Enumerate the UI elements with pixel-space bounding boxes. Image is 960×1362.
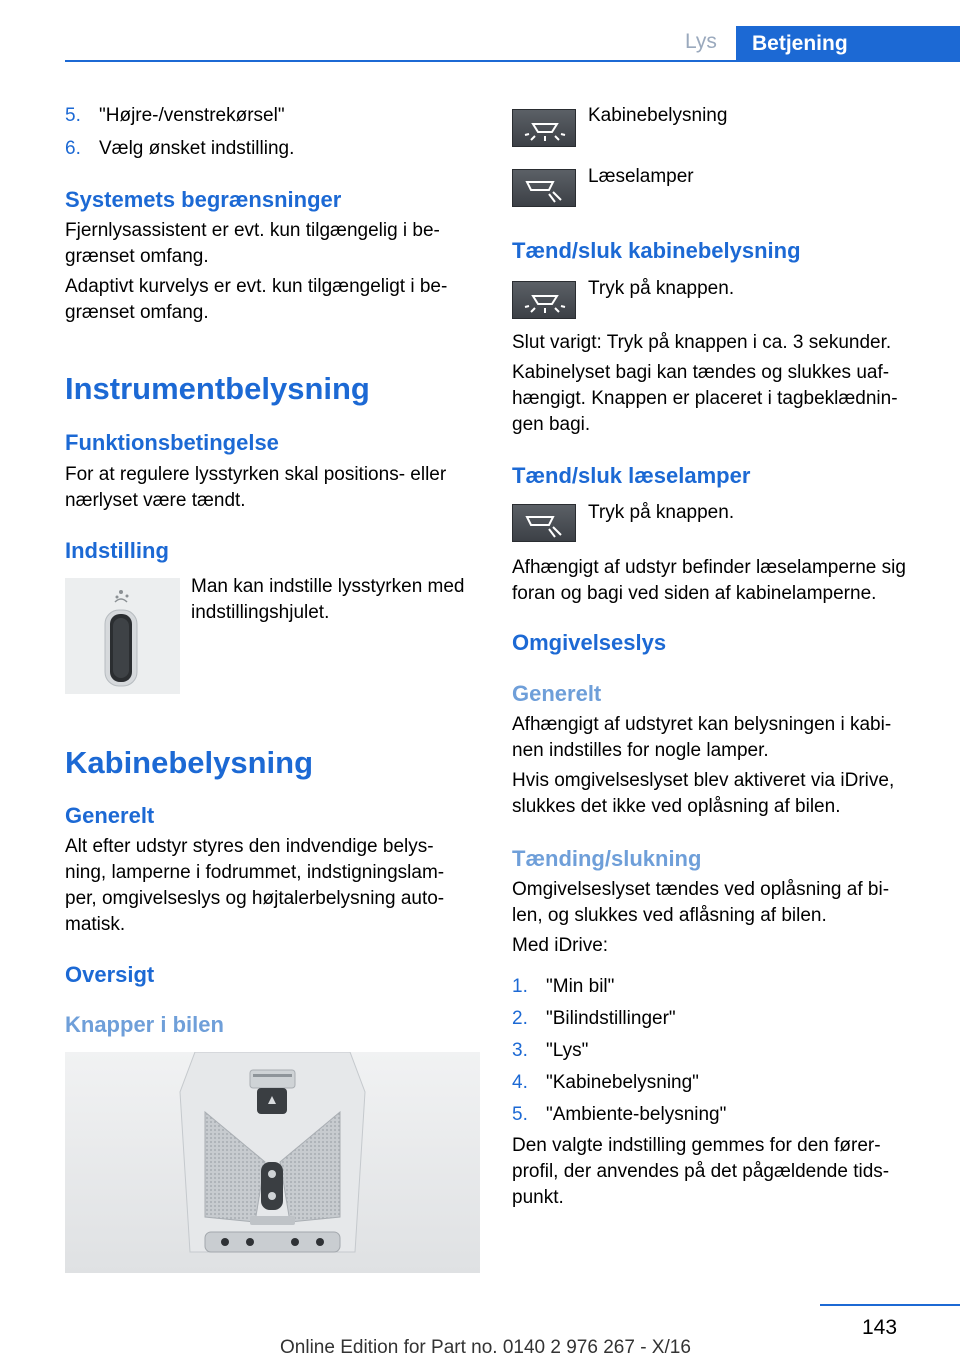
text-line: For at regulere lysstyrken skal positions- eller <box>65 464 447 485</box>
text-line: Tryk på knappen. <box>588 502 735 523</box>
heading-instrument-lighting: Instrumentbelysning <box>65 371 370 406</box>
list-text: "Lys" <box>546 1040 589 1061</box>
header-chapter-tab: Betjening <box>736 26 960 62</box>
heading-switching: Tænding/slukning <box>512 846 702 871</box>
text-line: slukkes det ikke ved oplåsning af bilen. <box>512 796 841 817</box>
roof-console-image <box>65 1052 480 1273</box>
list-item <box>65 136 481 162</box>
dimmer-wheel-image <box>65 578 180 694</box>
reading-light-button-icon <box>512 504 576 542</box>
cabin-light-button-icon <box>512 281 576 319</box>
text-line: profil, der anvendes på det pågældende tids‐ <box>512 1161 890 1182</box>
heading-buttons-in-car: Knapper i bilen <box>65 1012 224 1037</box>
text-line: Med iDrive: <box>512 935 609 956</box>
list-item <box>512 974 928 1000</box>
header-section-label: Lys <box>685 30 717 53</box>
heading-overview: Oversigt <box>65 962 155 987</box>
text-line: grænset omfang. <box>65 302 209 323</box>
heading-general: Generelt <box>512 681 602 706</box>
list-number: 5. <box>65 105 81 126</box>
list-number: 3. <box>512 1040 528 1061</box>
text-line: ning, lamperne i fodrummet, indstigningslam‐ <box>65 862 445 883</box>
heading-function-condition: Funktionsbetingelse <box>65 430 279 455</box>
text-line: gen bagi. <box>512 414 591 435</box>
list-number: 2. <box>512 1008 528 1029</box>
text-line: foran og bagi ved siden af kabinelamperne. <box>512 583 877 604</box>
text-line: grænset omfang. <box>65 246 209 267</box>
heading-system-limits: Systemets begrænsninger <box>65 187 342 212</box>
text-line: Alt efter udstyr styres den indvendige belys‐ <box>65 836 434 857</box>
list-text: "Ambiente-belysning" <box>546 1104 727 1125</box>
list-text: "Bilindstillinger" <box>546 1008 676 1029</box>
heading-ambient-light: Omgivelseslys <box>512 630 667 655</box>
text-line: Omgivelseslyset tændes ved oplåsning af bi‐ <box>512 879 890 900</box>
text-line: hængigt. Knappen er placeret i tagbeklædnin‐ <box>512 388 898 409</box>
text-line: matisk. <box>65 914 126 935</box>
text-line: Afhængigt af udstyr befinder læselamperne sig <box>512 557 906 578</box>
text-line: Den valgte indstilling gemmes for den fører‐ <box>512 1135 881 1156</box>
heading-cabin-lighting: Kabinebelysning <box>65 745 314 780</box>
heading-cabin-on-off: Tænd/sluk kabinebelysning <box>512 238 801 263</box>
list-item <box>512 1102 928 1128</box>
header-rule <box>65 60 960 62</box>
list-item <box>512 1070 928 1096</box>
text-line: len, og slukkes ved aflåsning af bilen. <box>512 905 827 926</box>
text-line: punkt. <box>512 1187 564 1208</box>
text-line: Fjernlysassistent er evt. kun tilgængelig i be‐ <box>65 220 440 241</box>
list-number: 1. <box>512 976 528 997</box>
footer-rule <box>820 1304 960 1306</box>
text-line: per, omgivelseslys og højtalerbelysning auto‐ <box>65 888 445 909</box>
text-line: nen indstilles for nogle lamper. <box>512 740 769 761</box>
list-text: "Kabinebelysning" <box>546 1072 699 1093</box>
list-text: "Højre-/venstrekørsel" <box>99 105 285 126</box>
heading-reading-on-off: Tænd/sluk læselamper <box>512 463 751 488</box>
cabin-light-label: Kabinebelysning <box>588 105 728 126</box>
list-text: "Min bil" <box>546 976 615 997</box>
reading-light-button-icon <box>512 169 576 207</box>
text-line: indstillingshjulet. <box>191 602 330 623</box>
text-line: Slut varigt: Tryk på knappen i ca. 3 sekunder. <box>512 332 892 353</box>
list-item <box>512 1038 928 1064</box>
text-line: Man kan indstille lysstyrken med <box>191 576 465 597</box>
text-line: Adaptivt kurvelys er evt. kun tilgængeligt i be‐ <box>65 276 448 297</box>
text-line: Hvis omgivelseslyset blev aktiveret via iDrive, <box>512 770 895 791</box>
text-line: Tryk på knappen. <box>588 278 735 299</box>
heading-general: Generelt <box>65 803 155 828</box>
text-line: Afhængigt af udstyret kan belysningen i kabi‐ <box>512 714 892 735</box>
text-line: nærlyset være tændt. <box>65 490 246 511</box>
footer-edition-text: Online Edition for Part no. 0140 2 976 267 - X/16 <box>280 1337 691 1358</box>
list-number: 6. <box>65 138 81 159</box>
reading-light-label: Læselamper <box>588 166 694 187</box>
list-number: 5. <box>512 1104 528 1125</box>
list-item <box>512 1006 928 1032</box>
heading-setting: Indstilling <box>65 538 169 563</box>
list-text: Vælg ønsket indstilling. <box>99 138 295 159</box>
page-number: 143 <box>862 1316 898 1339</box>
text-line: Kabinelyset bagi kan tændes og slukkes uaf‐ <box>512 362 890 383</box>
list-item <box>65 103 481 129</box>
cabin-light-button-icon <box>512 109 576 147</box>
list-number: 4. <box>512 1072 528 1093</box>
